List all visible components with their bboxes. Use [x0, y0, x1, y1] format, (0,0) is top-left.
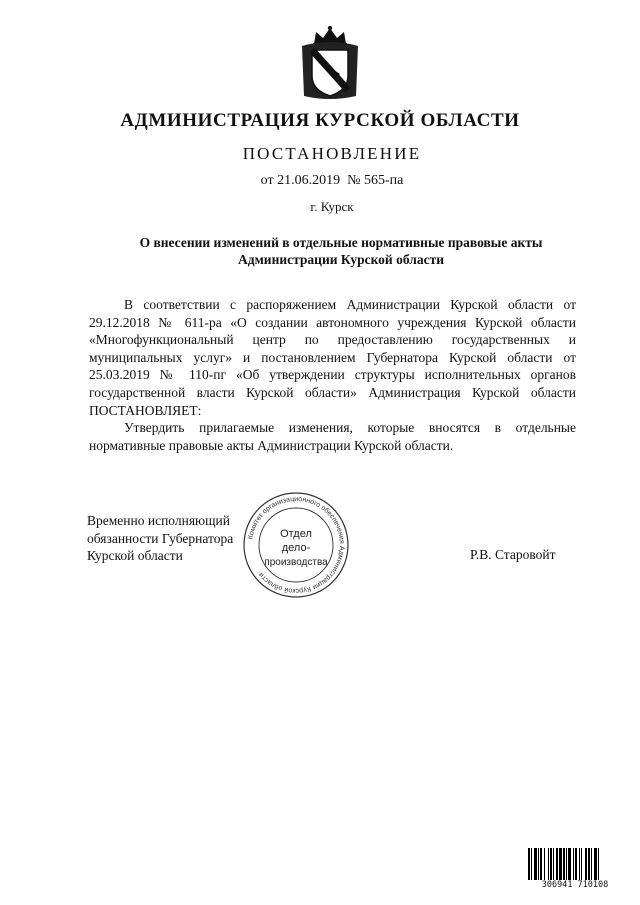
- signatory-title-line-2: обязанности Губернатора: [87, 530, 234, 546]
- document-subject: [108, 234, 574, 268]
- stamp-line-1: Отдел: [280, 528, 312, 540]
- date-number-line: [0, 173, 640, 189]
- stamp-line-2: дело-: [281, 542, 311, 554]
- signatory-title-line-3: Курской области: [87, 548, 183, 563]
- body-paragraph-2: Утвердить прилагаемые изменения, которые вносятся в отдельные нормативные правовые акты Администрации Курской области.: [89, 420, 576, 453]
- organization-title: АДМИНИСТРАЦИЯ КУРСКОЙ ОБЛАСТИ: [120, 110, 520, 131]
- signatory-title: [87, 512, 233, 565]
- subject-line-1: О внесении изменений в отдельные нормативные правовые акты: [139, 235, 543, 250]
- document-number: № 565-па: [347, 173, 404, 188]
- signatory-name: Р.В. Старовойт: [470, 547, 556, 562]
- body-paragraph-1: В соответствии с распоряжением Администрации Курской области от 29.12.2018 № 611-ра «О создании автономного учреждения Курской области «Многофункциональный центр по предоставлению государственных и муниципальных услуг» и постановлением Губернатора Курской области от 25.03.2019 № 110-пг «Об утверждении структуры исполнительных органов государственной власти Курской области» Администрация Курской области ПОСТАНОВЛЯЕТ:: [89, 297, 576, 418]
- coat-of-arms-icon: [298, 24, 362, 102]
- subject-line-2: Администрации Курской области: [238, 252, 444, 267]
- document-city: г. Курск: [310, 199, 354, 214]
- barcode-number: 306941 710108: [526, 880, 624, 890]
- document-date: от 21.06.2019: [260, 173, 341, 188]
- document-type: ПОСТАНОВЛЕНИЕ: [242, 144, 422, 163]
- document-body: [89, 296, 576, 454]
- stamp-ring-text: Комитет организационного обеспечения Администрации Курской области: [247, 495, 346, 595]
- signatory-title-line-1: Временно исполняющий: [87, 513, 230, 528]
- office-stamp: [241, 490, 351, 600]
- stamp-line-3: производства: [264, 557, 328, 568]
